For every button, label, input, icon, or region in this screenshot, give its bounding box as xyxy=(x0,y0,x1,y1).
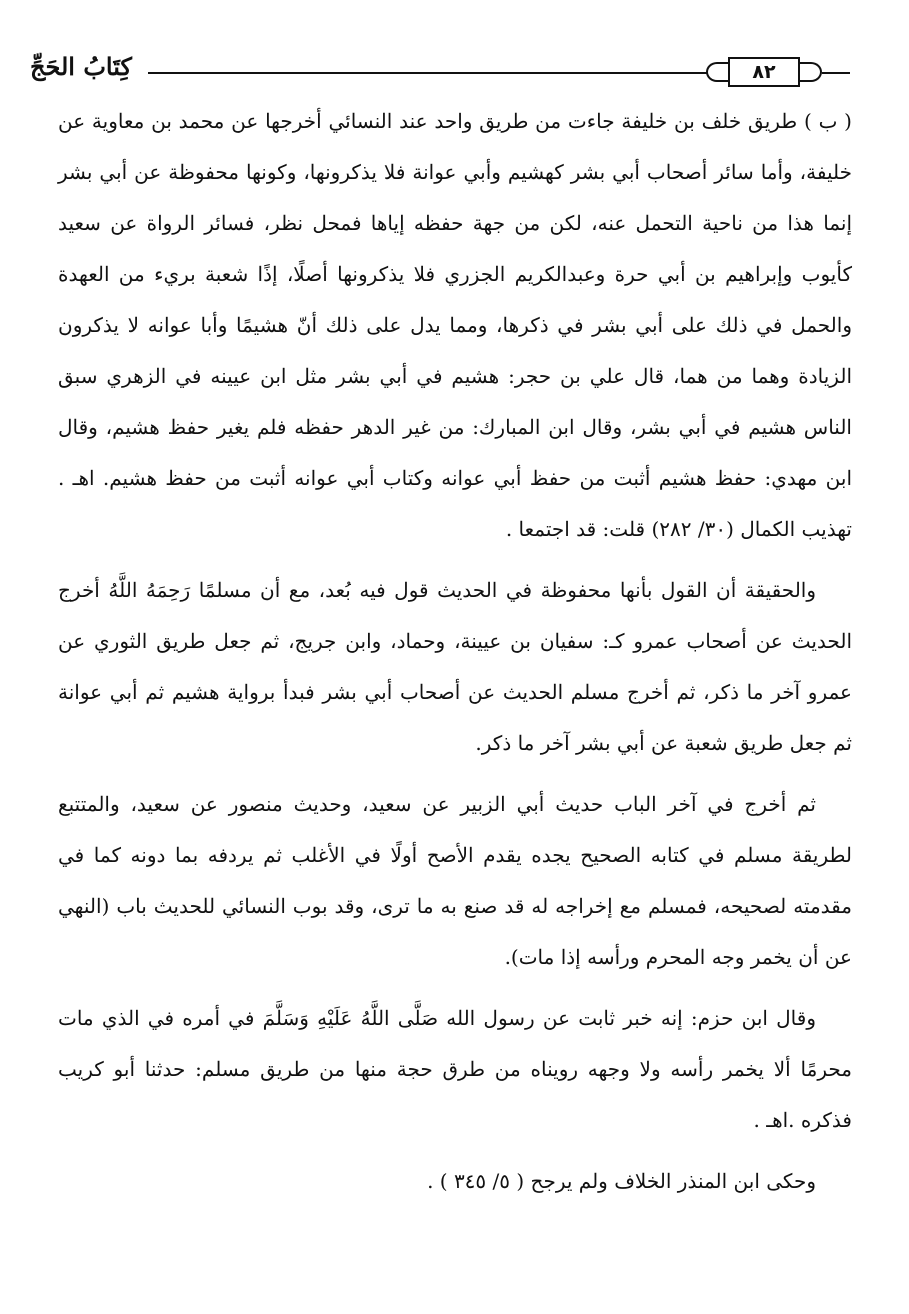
paragraph-5: وحكى ابن المنذر الخلاف ولم يرجح ( ٥/ ٣٤٥ ) . xyxy=(427,1169,816,1193)
paragraph-2: والحقيقة أن القول بأنها محفوظة في الحديث قول فيه بُعد، مع أن مسلمًا رَحِمَهُ اللَّهُ أخرج الحديث عن أصحاب عمرو كـ: سفيان بن عيينة، وحماد، وابن جريج، ثم جعل طريق الثوري عن عمرو آخر ما ذكر، ثم أخرج مسلم الحديث عن أصحاب أبي بشر فبدأ برواية هشيم ثم أبي عوانة ثم جعل طريق شعبة عن أبي بشر آخر ما ذكر. xyxy=(58,578,852,755)
paragraph-4: وقال ابن حزم: إنه خبر ثابت عن رسول الله صَلَّى اللَّهُ عَلَيْهِ وَسَلَّمَ في أمره في الذي مات محرمًا ألا يخمر رأسه ولا وجهه رويناه من طرق حجة منها من طريق مسلم: حدثنا أبو كريب فذكره .اهـ . xyxy=(58,1006,852,1132)
header-rule-tail xyxy=(822,72,850,74)
ornament-right-icon xyxy=(800,62,822,82)
paragraph-3: ثم أخرج في آخر الباب حديث أبي الزبير عن سعيد، وحديث منصور عن سعيد، والمتتبع لطريقة مسلم في كتابه الصحيح يجده يقدم الأصح أولًا في الأغلب ثم يردفه بما دونه كما في مقدمته لصحيحه، فمسلم مع إخراجه له قد صنع به ما ترى، وقد بوب النسائي للحديث باب (النهي عن أن يخمر وجه المحرم ورأسه إذا مات). xyxy=(58,792,852,969)
page-header xyxy=(30,50,880,90)
ornament-left-icon xyxy=(706,62,728,82)
book-title: كِتَابُ الحَجِّ xyxy=(30,52,132,81)
page-number: ٨٢ xyxy=(728,57,800,87)
page-body xyxy=(58,96,852,1217)
header-rule xyxy=(148,72,708,74)
paragraph-1: ( ب ) طريق خلف بن خليفة جاءت من طريق واحد عند النسائي أخرجها عن محمد بن معاوية عن خليفة، وأما سائر أصحاب أبي بشر كهشيم وأبي عوانة فلا يذكرونها، وكونها محفوظة عن أبي بشر إنما هذا من ناحية التحمل عنه، لكن من جهة حفظه إياها فمحل نظر، فسائر الرواة عن سعيد كأيوب وإبراهيم بن أبي حرة وعبدالكريم الجزري فلا يذكرونها أصلًا، إذًا شعبة بريء من العهدة والحمل في ذلك على أبي بشر في ذكرها، ومما يدل على ذلك أنّ هشيمًا وأبا عوانه لا يذكرون الزيادة وهما من هما، قال علي بن حجر: هشيم في أبي بشر مثل ابن عيينه في الزهري سبق الناس هشيم في أبي بشر، وقال ابن المبارك: من غير الدهر حفظه فلم يغير حفظ هشيم، وقال ابن مهدي: حفظ هشيم أثبت من حفظ أبي عوانه وكتاب أبي عوانه أثبت من حفظ هشيم. اهـ . تهذيب الكمال (٣٠/ ٢٨٢) قلت: قد اجتمعا . xyxy=(58,109,852,541)
